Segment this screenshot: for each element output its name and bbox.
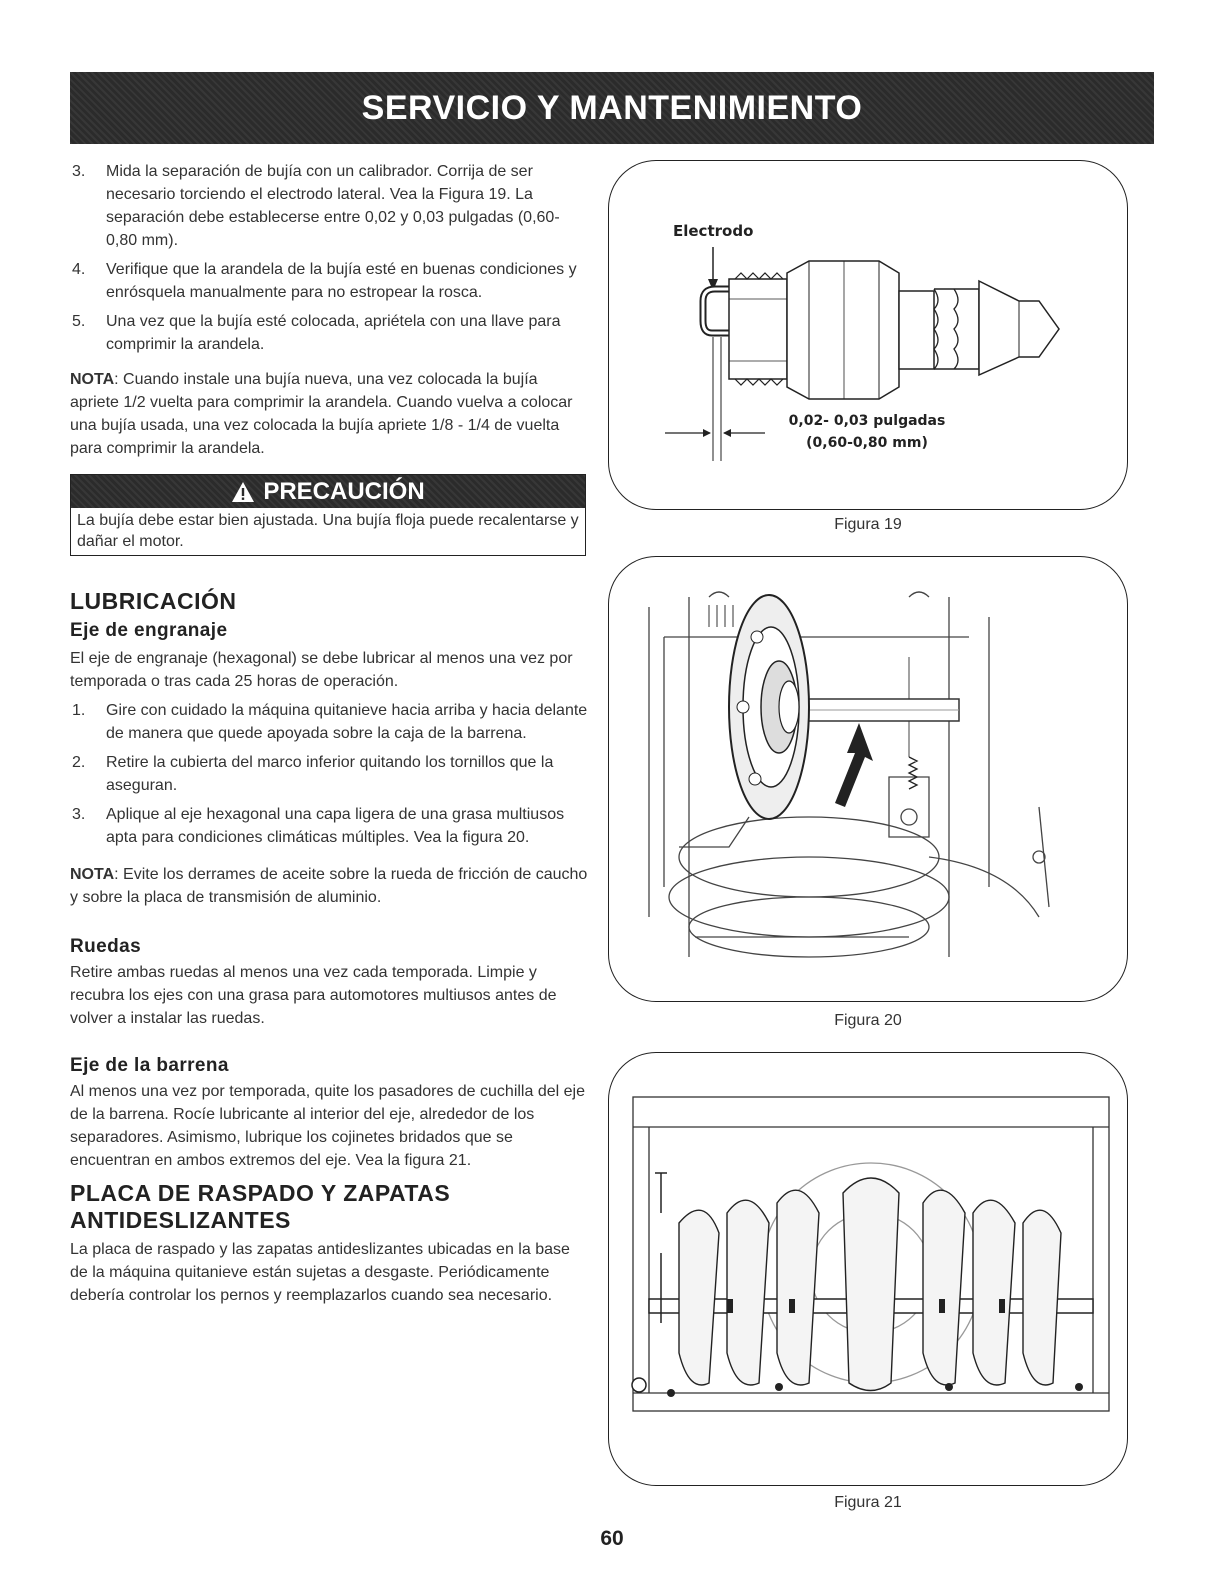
caution-box	[70, 474, 586, 556]
heading-line: ANTIDESLIZANTES	[70, 1207, 291, 1233]
figure-20-frame	[608, 556, 1128, 1002]
list-item	[70, 699, 590, 745]
gap-label-mm: (0,60-0,80 mm)	[806, 435, 928, 451]
warning-triangle-icon	[231, 481, 255, 503]
figure-21-frame	[608, 1052, 1128, 1486]
lubrication-section	[70, 588, 590, 1307]
note-label: NOTA	[70, 371, 115, 388]
note-paragraph	[70, 368, 590, 460]
subsection-heading: Eje de la barrena	[70, 1055, 229, 1076]
step-text: Mida la separación de bujía con un calibrador. Corrija de ser necesario torciendo el electrodo lateral. Vea la Figura 19. La separación debe establecerse entre 0,02 y 0,03 pulgadas (0,60-0,80 mm).	[106, 163, 560, 249]
step-text: Aplique al eje hexagonal una capa ligera de una grasa multiusos apta para condiciones climáticas múltiples. Vea la figura 20.	[106, 806, 565, 846]
step-number: 2.	[72, 754, 86, 771]
list-item	[70, 751, 590, 797]
figure-caption: Figura 19	[834, 516, 902, 533]
step-number: 5.	[72, 313, 86, 330]
subsection-heading: Eje de engranaje	[70, 620, 228, 641]
note-text: : Evite los derrames de aceite sobre la rueda de fricción de caucho y sobre la placa de transmisión de aluminio.	[70, 866, 588, 906]
list-item	[70, 258, 590, 304]
list-item	[70, 803, 590, 849]
paragraph: Retire ambas ruedas al menos una vez cada temporada. Limpie y recubra los ejes con una grasa para automotores multiusos antes de volver a instalar las ruedas.	[70, 964, 557, 1027]
figure-caption: Figura 21	[834, 1494, 902, 1511]
step-text: Verifique que la arandela de la bujía esté en buenas condiciones y enrósquela manualmente para no estropear la rosca.	[106, 261, 577, 301]
note-text: : Cuando instale una bujía nueva, una vez colocada la bujía apriete 1/2 vuelta para comprimir la arandela. Cuando vuelva a colocar una bujía usada, una vez colocada la bujía apriete 1/8 - 1/4 de vuelta para comprimir la arandela.	[70, 371, 573, 457]
auger-illustration	[609, 1053, 1128, 1486]
paragraph: Al menos una vez por temporada, quite los pasadores de cuchilla del eje de la barrena. Rocíe lubricante al interior del eje, alrededor de los separadores. Asimismo, lubrique los cojinetes bridados que se encuentran en ambos extremos del eje. Vea la figura 21.	[70, 1083, 585, 1169]
spark-plug-illustration	[609, 161, 1128, 510]
step-text: Una vez que la bujía esté colocada, apriétela con una llave para comprimir la arandela.	[106, 313, 561, 353]
caution-text: La bujía debe estar bien ajustada. Una bujía floja puede recalentarse y dañar el motor.	[77, 512, 579, 550]
section-heading: LUBRICACIÓN	[70, 588, 237, 614]
gear-shaft-illustration	[609, 557, 1128, 1002]
step-number: 3.	[72, 163, 86, 180]
subsection-heading: Ruedas	[70, 936, 142, 957]
electrode-label: Electrodo	[673, 222, 754, 240]
step-number: 1.	[72, 702, 86, 719]
step-text: Retire la cubierta del marco inferior quitando los tornillos que la aseguran.	[106, 754, 554, 794]
list-item	[70, 310, 590, 356]
figure-19-frame	[608, 160, 1128, 510]
page-title: SERVICIO Y MANTENIMIENTO	[361, 88, 863, 127]
note-paragraph	[70, 863, 590, 909]
paragraph: El eje de engranaje (hexagonal) se debe lubricar al menos una vez por temporada o tras cada 25 horas de operación.	[70, 650, 573, 690]
step-number: 3.	[72, 806, 86, 823]
section-heading	[70, 1180, 590, 1234]
step-number: 4.	[72, 261, 86, 278]
page-number: 60	[600, 1527, 624, 1550]
caution-title: PRECAUCIÓN	[263, 477, 425, 505]
gap-label-in: 0,02- 0,03 pulgadas	[788, 413, 946, 429]
step-text: Gire con cuidado la máquina quitanieve hacia arriba y hacia delante de manera que quede apoyada sobre la caja de la barrena.	[106, 702, 588, 742]
paragraph: La placa de raspado y las zapatas antideslizantes ubicadas en la base de la máquina quitanieve están sujetas a desgaste. Periódicamente debería controlar los pernos y reemplazarlos cuando sea necesario.	[70, 1241, 570, 1304]
caution-header	[71, 475, 585, 508]
list-item	[70, 160, 590, 252]
note-label: NOTA	[70, 866, 115, 883]
spark-plug-instructions	[70, 160, 590, 460]
heading-line: PLACA DE RASPADO Y ZAPATAS	[70, 1180, 451, 1206]
figure-caption: Figura 20	[834, 1012, 902, 1029]
header-banner	[70, 72, 1154, 144]
